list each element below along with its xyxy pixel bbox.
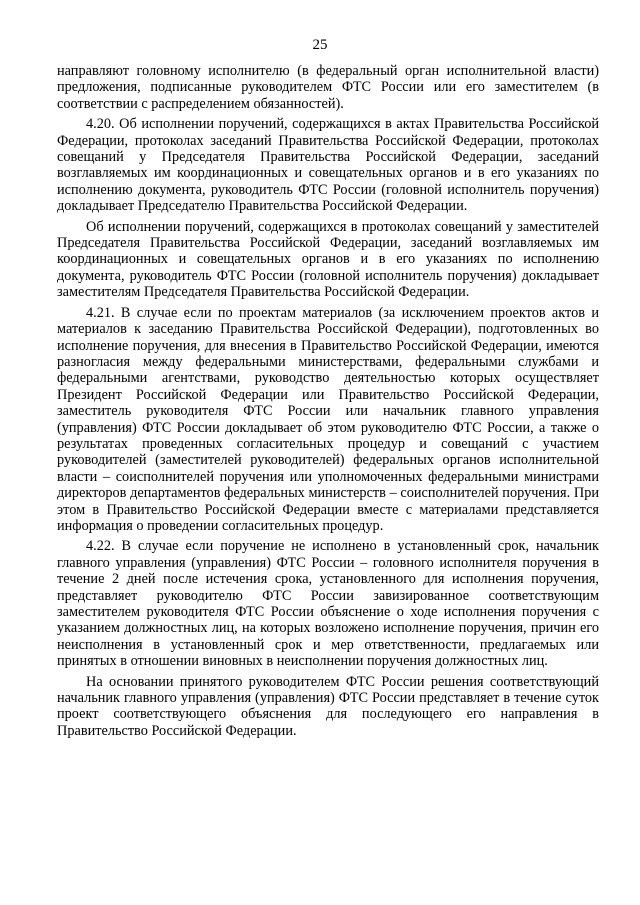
- paragraph-4-20-deputies: Об исполнении поручений, содержащихся в протоколах совещаний у заместителей Председателя Правительства Российской Федерации, заседаний возглавляемых им координационных и совещательных органов и в его указаниях по исполнению документа, руководитель ФТС России (головной исполнитель поручения) докладывает заместителям Председателя Правительства Российской Федерации.: [57, 218, 599, 301]
- paragraph-4-22-decision: На основании принятого руководителем ФТС России решения соответствующий начальник главного управления (управления) ФТС России представляет в течение суток проект соответствующего объяснения для последующего его направления в Правительство Российской Федерации.: [57, 673, 599, 739]
- paragraph-4-21: 4.21. В случае если по проектам материалов (за исключением проектов актов и материалов к заседанию Правительства Российской Федерации), подготовленных во исполнение поручения, для внесения в Правительство Российской Федерации, имеются разногласия между федеральными министерствами, федеральными службами и федеральными агентствами, руководство деятельностью которых осуществляет Президент Российской Федерации или Правительство Российской Федерации, заместитель руководителя ФТС России или начальник главного управления (управления) ФТС России докладывает об этом руководителю ФТС России, а также о результатах проведенных согласительных процедур и совещаний с участием руководителей (заместителей руководителей) федеральных органов исполнительной власти – соисполнителей поручения или уполномоченных федеральными министрами директоров департаментов федеральных министерств – соисполнителей поручения. При этом в Правительство Российской Федерации вместе с материалами представляется информация о проведении согласительных процедур.: [57, 304, 599, 534]
- paragraph-4-20: 4.20. Об исполнении поручений, содержащихся в актах Правительства Российской Федерации, протоколах заседаний Правительства Российской Федерации, протоколах совещаний у Председателя Правительства Российской Федерации, заседаний возглавляемых им координационных и совещательных органов и в его указаниях по исполнению документа, руководитель ФТС России (головной исполнитель поручения) докладывает Председателю Правительства Российской Федерации.: [57, 116, 599, 215]
- document-body: [57, 63, 599, 743]
- page-number: 25: [312, 37, 328, 53]
- paragraph-continuation: направляют головному исполнителю (в федеральный орган исполнительной власти) предложения, подписанные руководителем ФТС России или его заместителем (в соответствии с распределением обязанностей).: [57, 63, 599, 112]
- paragraph-4-22: 4.22. В случае если поручение не исполнено в установленный срок, начальник главного управления (управления) ФТС России – головного исполнителя поручения в течение 2 дней после истечения срока, установленного для исполнения поручения, представляет руководителю ФТС России завизированное соответствующим заместителем руководителя ФТС России объяснение о ходе исполнения поручения с указанием должностных лиц, на которых возложено исполнение поручения, причин его неисполнения в установленный срок и мер ответственности, предлагаемых или принятых в отношении виновных в неисполнении поручения должностных лиц.: [57, 538, 599, 670]
